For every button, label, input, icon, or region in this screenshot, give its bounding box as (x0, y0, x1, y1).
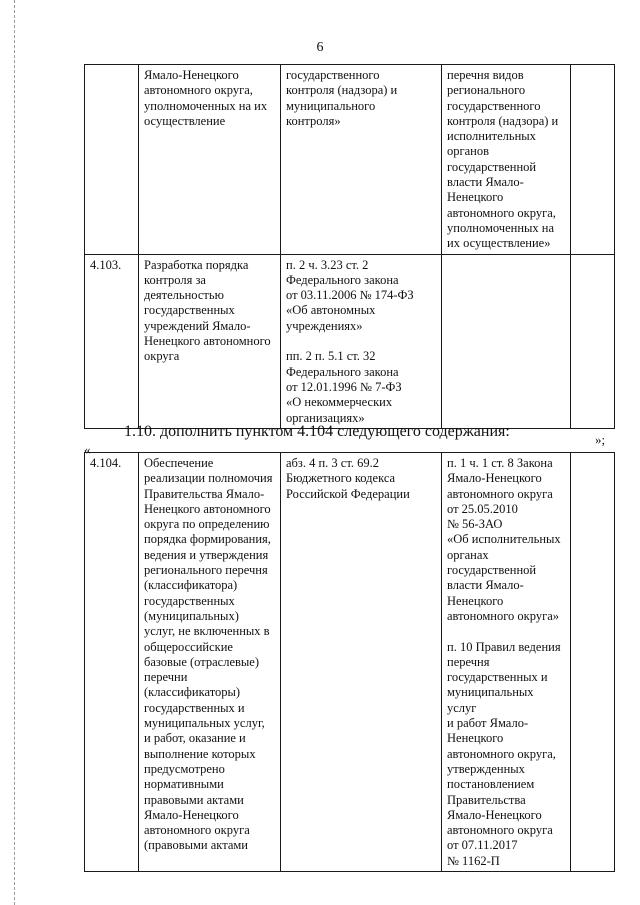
power-name-cell: Ямало-Ненецкого автономного округа, уполномоченных на их осуществление (139, 65, 281, 255)
regional-reference-cell (442, 254, 571, 428)
scan-edge-line (14, 0, 15, 905)
regional-reference-cell: перечня видов регионального государственного контроля (надзора) и исполнительных органов государственной власти Ямало- Ненецкого автономного округа, уполномоченных на их осуществление» (442, 65, 571, 255)
extra-cell (571, 65, 615, 255)
table-new-item (84, 452, 615, 872)
closing-quote: »; (595, 432, 606, 447)
row-number-cell (85, 65, 139, 255)
extra-cell (571, 453, 615, 872)
page-number: 6 (316, 40, 324, 55)
legal-basis-cell: абз. 4 п. 3 ст. 69.2 Бюджетного кодекса Российской Федерации (281, 453, 442, 872)
power-name-cell: Разработка порядка контроля за деятельностью государственных учреждений Ямало- Ненецкого автономного округа (139, 254, 281, 428)
amendment-paragraph: 1.10. дополнить пунктом 4.104 следующего содержания: (124, 423, 510, 440)
table-row (85, 254, 615, 428)
opening-quote: « (84, 442, 91, 457)
extra-cell (571, 254, 615, 428)
table-continuation (84, 64, 615, 429)
table-row (85, 453, 615, 872)
power-name-cell: Обеспечение реализации полномочия Правительства Ямало- Ненецкого автономного округа по определению порядка формирования, ведения и утверждения регионального перечня (классификатора) государственных (муниципальных) услуг, не включенных в общероссийские базовые (отраслевые) перечни (классификаторы) государственных и муниципальных услуг, и работ, оказание и выполнение которых предусмотрено нормативными правовыми актами Ямало-Ненецкого автономного округа (правовыми актами (139, 453, 281, 872)
legal-basis-cell: п. 2 ч. 3.23 ст. 2 Федерального закона от 03.11.2006 № 174-ФЗ «Об автономных учреждениях» пп. 2 п. 5.1 ст. 32 Федерального закона от 12.01.1996 № 7-ФЗ «О некоммерческих организациях» (281, 254, 442, 428)
row-number-cell: 4.104. (85, 453, 139, 872)
table-row (85, 65, 615, 255)
regional-reference-cell: п. 1 ч. 1 ст. 8 Закона Ямало-Ненецкого автономного округа от 25.05.2010 № 56-ЗАО «Об исполнительных органах государственной власти Ямало- Ненецкого автономного округа» п. 10 Правил ведения перечня государственных и муниципальных услуг и работ Ямало- Ненецкого автономного округа, утвержденных постановлением Правительства Ямало-Ненецкого автономного округа от 07.11.2017 № 1162-П (442, 453, 571, 872)
legal-basis-cell: государственного контроля (надзора) и муниципального контроля» (281, 65, 442, 255)
row-number-cell: 4.103. (85, 254, 139, 428)
